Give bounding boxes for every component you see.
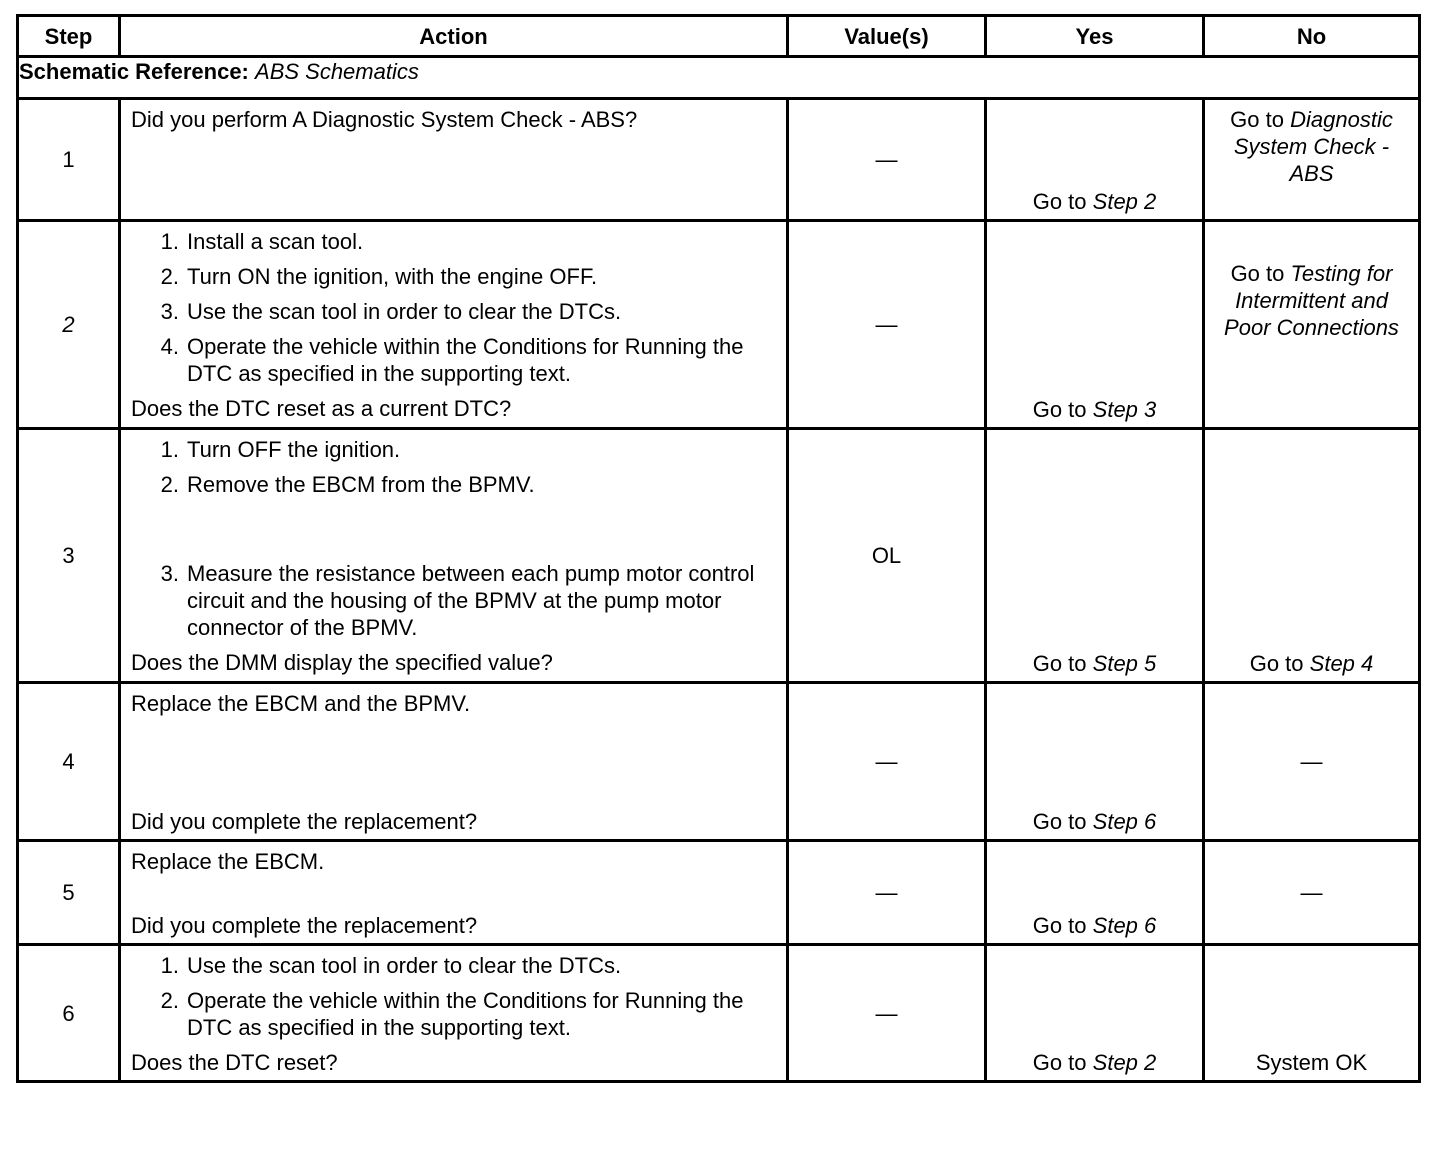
action-cell [120,429,788,683]
value-cell: — [788,221,986,429]
action-question: Does the DTC reset as a current DTC? [131,396,512,421]
diagnostic-table [16,14,1421,1083]
no-goto[interactable]: Go to Step 4 [1249,651,1374,676]
yes-goto[interactable]: Go to Step 6 [1032,809,1157,834]
no-goto[interactable]: Go to Testing for Intermittent and Poor Connections [1224,261,1399,340]
list-item: 3. Use the scan tool in order to clear the DTCs. [160,299,622,324]
action-cell [120,841,788,945]
list-item: 2. Turn ON the ignition, with the engine OFF. [160,264,598,289]
yes-cell [986,429,1204,683]
step-number: 6 [18,945,120,1082]
action-question: Does the DTC reset? [131,1050,338,1075]
list-item: 1. Use the scan tool in order to clear the DTCs. [160,953,622,978]
action-steps [131,228,776,387]
action-text: Did you perform A Diagnostic System Check - ABS? [131,107,638,132]
yes-goto[interactable]: Go to Step 2 [1032,189,1157,214]
action-cell [120,221,788,429]
no-cell [1204,429,1420,683]
header-values: Value(s) [788,16,986,57]
action-cell [120,945,788,1082]
yes-cell [986,683,1204,841]
value-cell: — [788,841,986,945]
header-row [18,16,1420,57]
step-number: 4 [18,683,120,841]
no-cell [1204,99,1420,221]
action-question: Did you complete the replacement? [131,913,478,938]
table-row [18,221,1420,429]
no-cell [1204,221,1420,429]
no-cell: — [1204,841,1420,945]
action-question: Does the DMM display the specified value? [131,650,553,675]
value-cell: OL [788,429,986,683]
schematic-link[interactable]: ABS Schematics [255,59,419,84]
no-cell: — [1204,683,1420,841]
schematic-label: Schematic Reference: [19,59,249,84]
yes-goto[interactable]: Go to Step 2 [1032,1050,1157,1075]
yes-goto[interactable]: Go to Step 3 [1032,397,1157,422]
list-item: 2. Remove the EBCM from the BPMV. [160,472,535,497]
value-cell: — [788,99,986,221]
no-cell [1204,945,1420,1082]
step-number: 5 [18,841,120,945]
action-steps [131,436,776,641]
no-result: System OK [1255,1050,1368,1075]
list-item: 4. Operate the vehicle within the Conditions for Running the DTC as specified in the supporting text. [160,334,744,386]
step-number: 3 [18,429,120,683]
header-no: No [1204,16,1420,57]
action-cell [120,99,788,221]
action-steps [131,952,776,1041]
table-row [18,99,1420,221]
value-cell: — [788,945,986,1082]
list-item: 3. Measure the resistance between each pump motor control circuit and the housing of the BPMV at the pump motor connector of the BPMV. [160,561,755,640]
list-item: 1. Install a scan tool. [160,229,364,254]
yes-goto[interactable]: Go to Step 6 [1032,913,1157,938]
list-item: 2. Operate the vehicle within the Conditions for Running the DTC as specified in the supporting text. [160,988,744,1040]
action-text: Replace the EBCM. [131,849,325,874]
yes-cell [986,841,1204,945]
yes-cell [986,99,1204,221]
action-text: Replace the EBCM and the BPMV. [131,691,471,716]
yes-goto[interactable]: Go to Step 5 [1032,651,1157,676]
header-action: Action [120,16,788,57]
value-cell: — [788,683,986,841]
step-number: 1 [18,99,120,221]
schematic-reference [18,57,1420,99]
list-item: 1. Turn OFF the ignition. [160,437,401,462]
table-row [18,429,1420,683]
action-cell [120,683,788,841]
table-row [18,841,1420,945]
header-yes: Yes [986,16,1204,57]
yes-cell [986,221,1204,429]
table-row [18,945,1420,1082]
table-row [18,683,1420,841]
schematic-row [18,57,1420,99]
step-number: 2 [18,221,120,429]
action-question: Did you complete the replacement? [131,809,478,834]
header-step: Step [18,16,120,57]
no-goto[interactable]: Go to Diagnostic System Check - ABS [1230,107,1393,186]
yes-cell [986,945,1204,1082]
